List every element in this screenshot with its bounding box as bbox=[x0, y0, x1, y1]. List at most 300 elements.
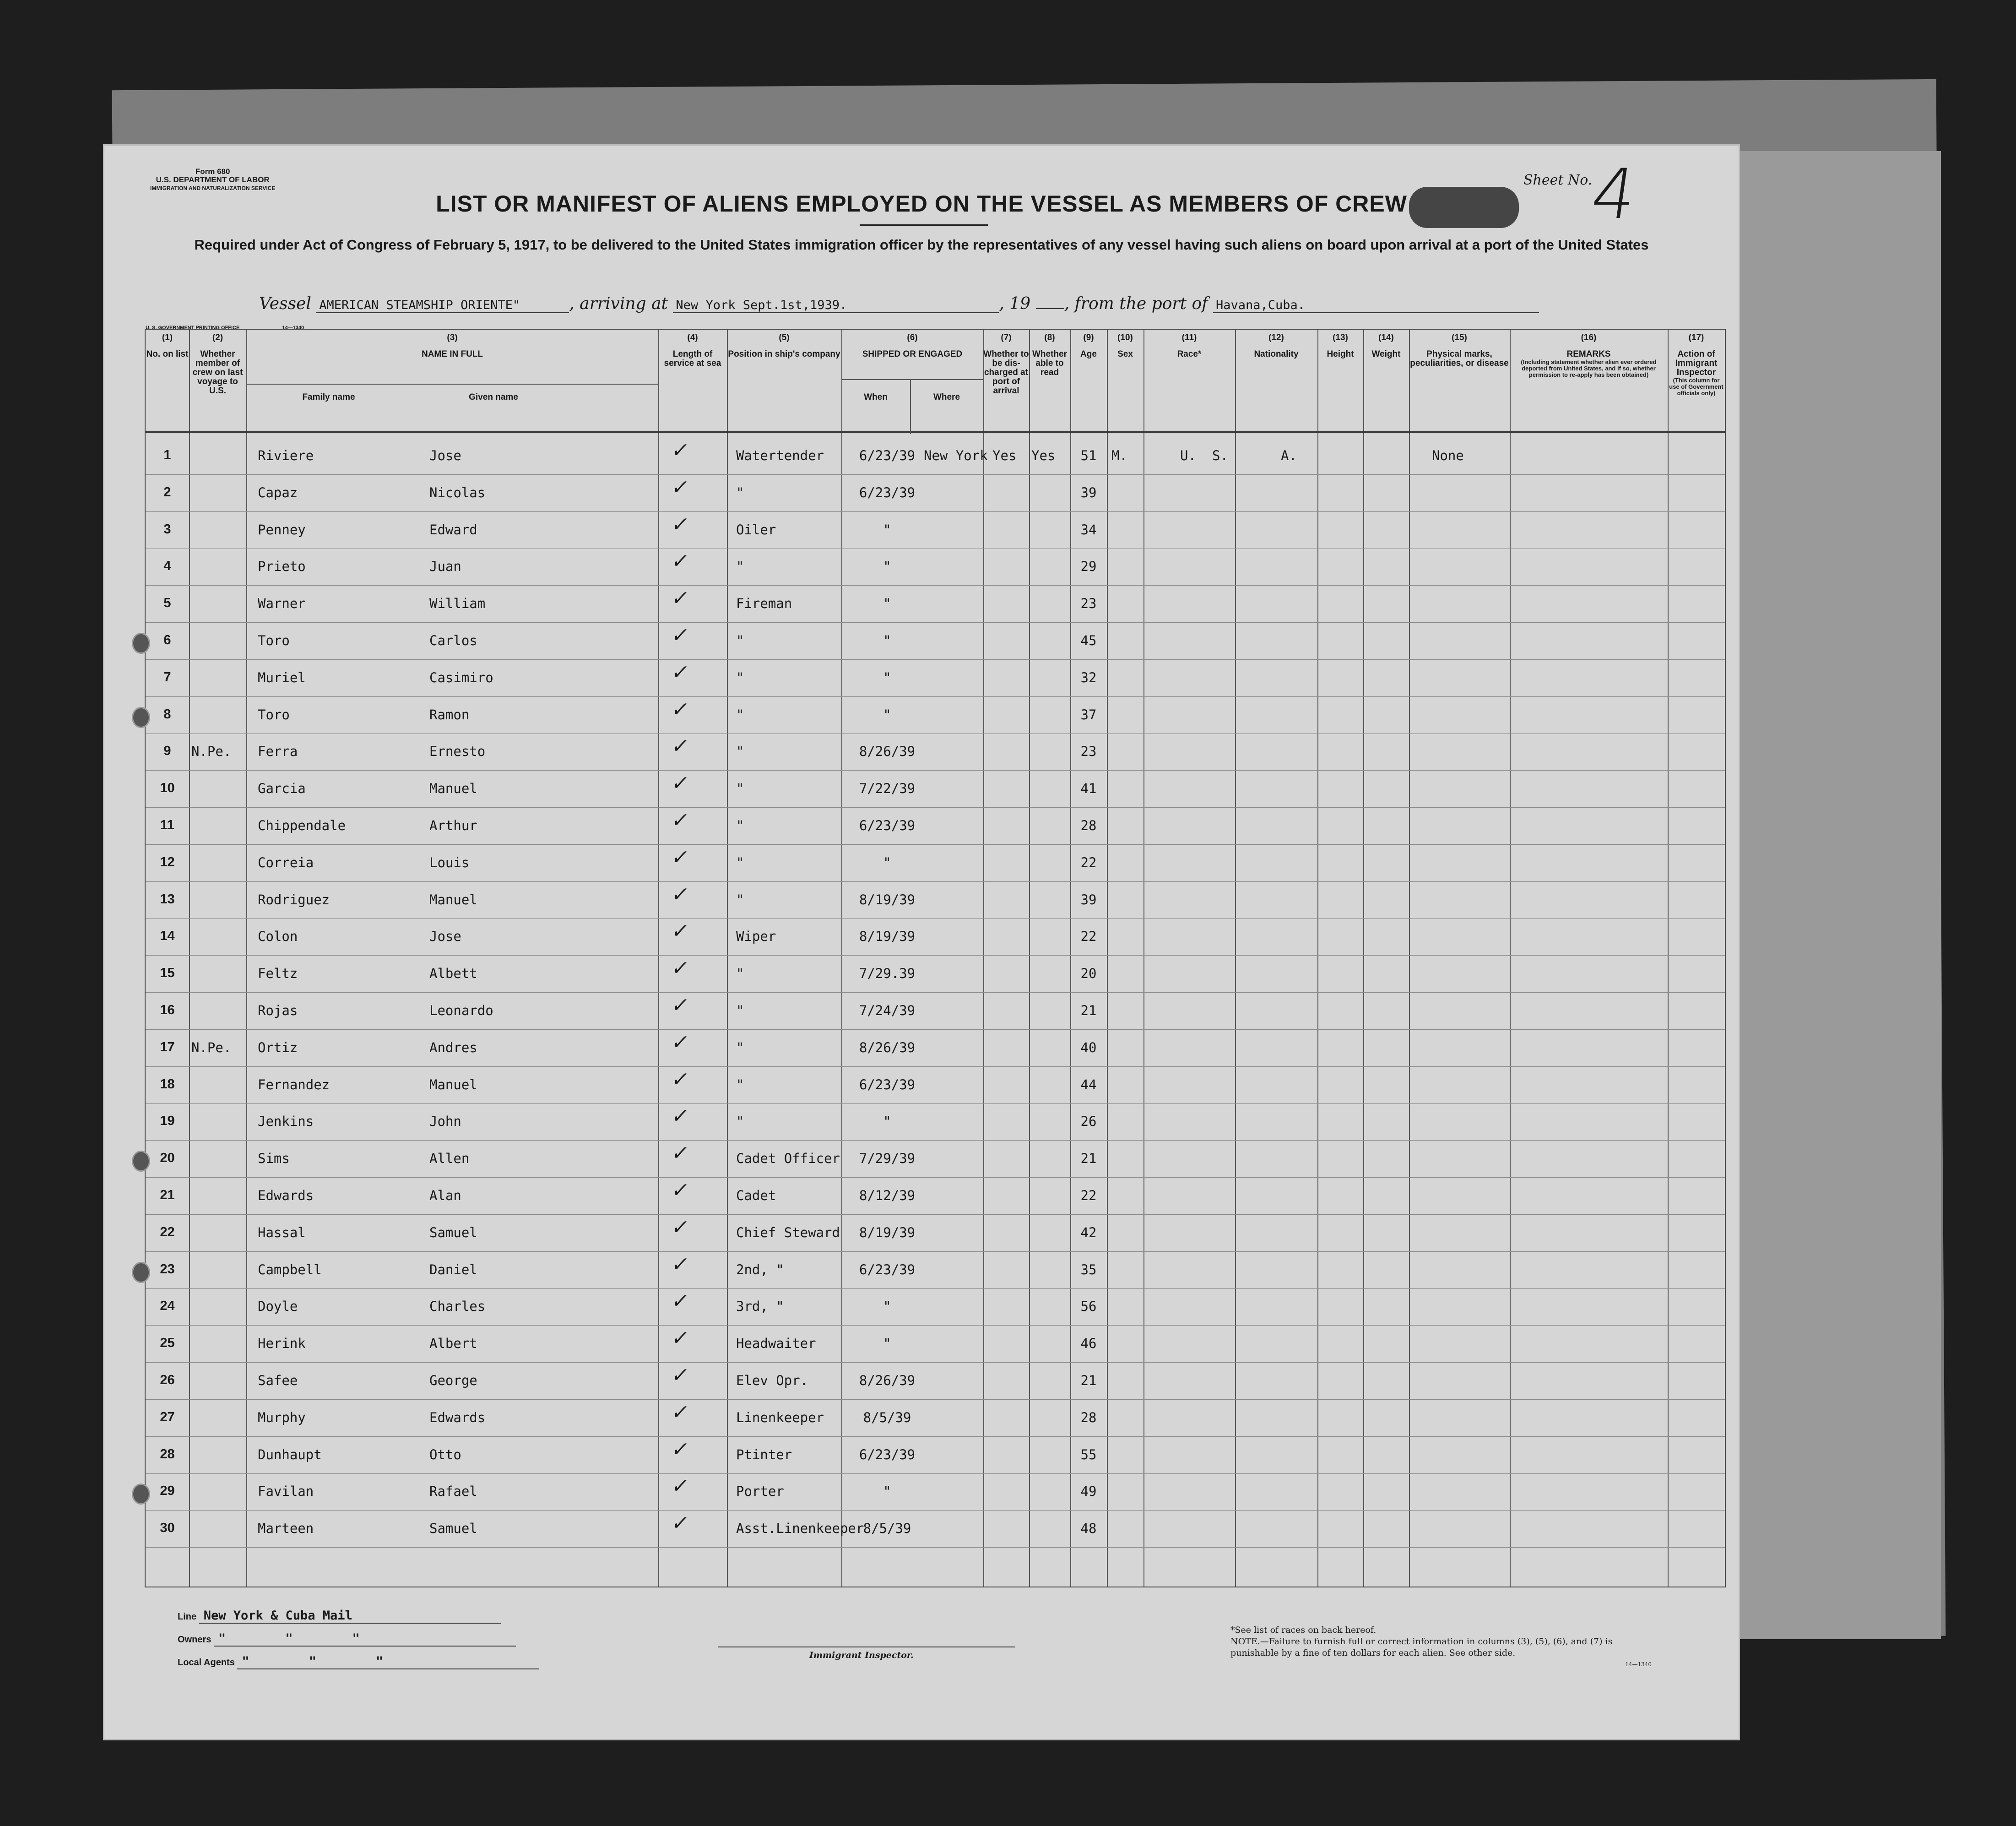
table-row bbox=[146, 1474, 1725, 1520]
cell-no: 22 bbox=[160, 1224, 175, 1239]
cell-chk: ✓ bbox=[670, 1104, 691, 1128]
service: IMMIGRATION AND NATURALIZATION SERVICE bbox=[150, 185, 276, 191]
cell-family: Sims bbox=[258, 1151, 290, 1167]
cell-when: " bbox=[883, 1336, 891, 1352]
table-row bbox=[146, 1215, 1725, 1261]
cell-given: Manuel bbox=[429, 891, 477, 908]
title-rule bbox=[860, 224, 988, 226]
footer-owners bbox=[178, 1631, 516, 1647]
cell-chk: ✓ bbox=[670, 772, 691, 795]
sheet-number: 4 bbox=[1586, 155, 1642, 234]
cell-given: Leonardo bbox=[429, 1003, 493, 1018]
cell-no: 24 bbox=[160, 1299, 175, 1314]
cell-given: Samuel bbox=[429, 1224, 477, 1240]
cell-age: 21 bbox=[1080, 1373, 1097, 1388]
form-number: Form 680 bbox=[195, 167, 230, 176]
cell-pos: " bbox=[736, 781, 744, 797]
footer-agents bbox=[178, 1654, 539, 1669]
header-length-service: (4) Length of service at sea bbox=[664, 333, 721, 368]
cell-family: Ferra bbox=[258, 744, 298, 760]
table-row bbox=[146, 439, 1725, 484]
cell-when: " bbox=[883, 633, 891, 648]
cell-family: Murphy bbox=[258, 1409, 306, 1425]
cell-age: 21 bbox=[1080, 1151, 1097, 1167]
cell-prev: N.Pe. bbox=[191, 744, 232, 760]
table-row bbox=[146, 1141, 1725, 1187]
cell-given: Albert bbox=[429, 1336, 477, 1352]
cell-pos: Wiper bbox=[736, 929, 776, 945]
cell-when: " bbox=[883, 1299, 891, 1315]
agents-value: " " " bbox=[237, 1654, 539, 1669]
cell-given: Louis bbox=[429, 854, 470, 870]
cell-family: Campbell bbox=[258, 1261, 322, 1277]
table-row bbox=[146, 587, 1725, 632]
table-row bbox=[146, 1400, 1725, 1446]
cell-age: 35 bbox=[1080, 1261, 1097, 1277]
cell-age: 20 bbox=[1080, 966, 1097, 982]
cell-age: 49 bbox=[1080, 1484, 1097, 1500]
vessel-name: AMERICAN STEAMSHIP ORIENTE" bbox=[316, 298, 569, 313]
cell-chk: ✓ bbox=[670, 1511, 691, 1535]
cell-pos: Ptinter bbox=[736, 1446, 792, 1462]
cell-family: Ortiz bbox=[258, 1039, 298, 1055]
year-blank bbox=[1036, 308, 1064, 309]
cell-family: Rodriguez bbox=[258, 891, 330, 908]
cell-pos: " bbox=[736, 669, 744, 685]
cell-given: Carlos bbox=[429, 633, 477, 648]
cell-when: 7/29/39 bbox=[859, 1151, 916, 1167]
cell-race: U. bbox=[1180, 448, 1196, 463]
cell-age: 42 bbox=[1080, 1224, 1097, 1240]
cell-when: 6/23/39 bbox=[859, 1446, 916, 1462]
cell-no: 26 bbox=[160, 1373, 175, 1387]
cell-chk: ✓ bbox=[670, 1179, 691, 1202]
cell-family: Toro bbox=[258, 706, 290, 723]
cell-pos: " bbox=[736, 891, 744, 908]
cell-pos: " bbox=[736, 706, 744, 723]
cell-no: 30 bbox=[160, 1521, 175, 1536]
inspector-label: Immigrant Inspector. bbox=[809, 1650, 914, 1660]
cell-family: Toro bbox=[258, 633, 290, 648]
cell-family: Doyle bbox=[258, 1299, 298, 1315]
cell-no: 17 bbox=[160, 1039, 175, 1054]
cell-no: 9 bbox=[163, 744, 171, 759]
header-race: (11) Race* bbox=[1177, 333, 1202, 359]
cell-age: 22 bbox=[1080, 854, 1097, 870]
line-value: New York & Cuba Mail bbox=[199, 1609, 501, 1624]
cell-chk: ✓ bbox=[670, 734, 691, 758]
cell-no: 21 bbox=[160, 1188, 175, 1202]
cell-pos: Fireman bbox=[736, 596, 792, 612]
cell-pos: Asst.Linenkeeper bbox=[736, 1521, 864, 1537]
cell-pos: " bbox=[736, 1039, 744, 1055]
header-sex: (10) Sex bbox=[1117, 333, 1133, 359]
cell-age: 22 bbox=[1080, 929, 1097, 945]
cell-marks: None bbox=[1432, 448, 1464, 463]
cell-pos: " bbox=[736, 1076, 744, 1092]
cell-no: 2 bbox=[163, 484, 171, 500]
cell-where: New York bbox=[924, 448, 988, 463]
header-read: (8) Whether able to read bbox=[1032, 333, 1067, 377]
cell-given: Nicolas bbox=[429, 484, 486, 500]
cell-no: 7 bbox=[163, 669, 171, 685]
cell-chk: ✓ bbox=[670, 549, 691, 573]
form-number-block bbox=[150, 168, 275, 192]
table-row bbox=[146, 1104, 1725, 1150]
punch-hole bbox=[132, 1262, 150, 1283]
table-row bbox=[146, 882, 1725, 929]
cell-age: 39 bbox=[1080, 891, 1097, 908]
table-row bbox=[146, 956, 1725, 1002]
cell-no: 10 bbox=[160, 781, 175, 796]
cell-when: " bbox=[883, 1484, 891, 1500]
cell-chk: ✓ bbox=[670, 1437, 691, 1461]
cell-family: Warner bbox=[258, 596, 306, 612]
cell-when: 8/26/39 bbox=[859, 1373, 916, 1388]
table-row bbox=[146, 624, 1725, 669]
cell-pos: Linenkeeper bbox=[736, 1409, 824, 1425]
races-note: *See list of races on back hereof. bbox=[1230, 1625, 1377, 1635]
cell-chk: ✓ bbox=[670, 809, 691, 832]
cell-no: 12 bbox=[160, 854, 175, 870]
cell-pos: Oiler bbox=[736, 522, 776, 538]
cell-pos: " bbox=[736, 966, 744, 982]
cell-chk: ✓ bbox=[670, 882, 691, 906]
cell-no: 11 bbox=[160, 818, 174, 832]
table-row bbox=[146, 1067, 1725, 1114]
cell-age: 40 bbox=[1080, 1039, 1097, 1055]
cell-chk: ✓ bbox=[670, 1400, 691, 1424]
cell-age: 39 bbox=[1080, 484, 1097, 500]
header-weight: (14) Weight bbox=[1371, 333, 1401, 359]
cell-when: " bbox=[883, 854, 891, 870]
cell-given: Jose bbox=[429, 448, 461, 463]
cell-family: Favilan bbox=[258, 1484, 314, 1500]
header-inspector-action: (17) Action of Immigrant Inspector (This column for use of Government officials only) bbox=[1669, 333, 1723, 397]
cell-when: " bbox=[883, 1114, 891, 1130]
cell-given: Albett bbox=[429, 966, 477, 982]
cell-age: 44 bbox=[1080, 1076, 1097, 1092]
table-row bbox=[146, 475, 1725, 522]
cell-age: 51 bbox=[1080, 448, 1097, 463]
cell-pos: " bbox=[736, 854, 744, 870]
manifest-page bbox=[104, 146, 1739, 1739]
cell-pos: Cadet Officer bbox=[736, 1151, 840, 1167]
cell-no: 15 bbox=[160, 966, 175, 981]
cell-when: " bbox=[883, 669, 891, 685]
cell-age: 55 bbox=[1080, 1446, 1097, 1462]
cell-age: 32 bbox=[1080, 669, 1097, 685]
punch-hole bbox=[132, 633, 150, 654]
cell-no: 5 bbox=[163, 596, 171, 611]
cell-family: Correia bbox=[258, 854, 314, 870]
cell-chk: ✓ bbox=[670, 956, 691, 980]
underlying-page-edge bbox=[1721, 151, 1941, 1639]
footer-code: 14—1340 bbox=[1625, 1661, 1652, 1668]
arriving-port: New York Sept.1st,1939. bbox=[673, 298, 999, 313]
cell-age: 28 bbox=[1080, 1409, 1097, 1425]
table-row bbox=[146, 1437, 1725, 1484]
table-row bbox=[146, 512, 1725, 559]
table-row bbox=[146, 1252, 1725, 1299]
cell-disch: Yes bbox=[992, 448, 1017, 463]
cell-given: William bbox=[429, 596, 486, 612]
cell-when: 8/5/39 bbox=[863, 1521, 911, 1537]
departure-port: Havana,Cuba. bbox=[1213, 298, 1539, 313]
cell-nat: S. bbox=[1212, 448, 1228, 463]
cell-when: 8/19/39 bbox=[859, 1224, 916, 1240]
header-no: (1) No. on list bbox=[146, 333, 189, 359]
footer-line bbox=[178, 1609, 501, 1624]
owners-label: Owners bbox=[178, 1635, 211, 1645]
cell-pos: " bbox=[736, 1114, 744, 1130]
cell-pos: " bbox=[736, 559, 744, 575]
cell-family: Edwards bbox=[258, 1188, 314, 1203]
cell-given: Otto bbox=[429, 1446, 461, 1462]
penalty-note: NOTE.—Failure to furnish full or correct information in columns (3), (5), (6), and (7) is punishable by a fine of ten dollars for each alien. See other side. bbox=[1230, 1636, 1613, 1658]
cell-no: 6 bbox=[163, 633, 171, 647]
cell-given: Edwards bbox=[429, 1409, 486, 1425]
cell-given: Ramon bbox=[429, 706, 470, 723]
vessel-label: Vessel bbox=[259, 294, 311, 313]
cell-given: Manuel bbox=[429, 781, 477, 797]
cell-pos: 2nd, " bbox=[736, 1261, 784, 1277]
cell-pos: Porter bbox=[736, 1484, 784, 1500]
cell-family: Colon bbox=[258, 929, 298, 945]
table-row bbox=[146, 1364, 1725, 1409]
cell-given: Manuel bbox=[429, 1076, 477, 1092]
table-row bbox=[146, 1326, 1725, 1372]
cell-family: Penney bbox=[258, 522, 306, 538]
cell-when: 6/23/39 bbox=[859, 818, 916, 833]
table-row bbox=[146, 697, 1725, 744]
sheet-label: Sheet No. bbox=[1523, 172, 1593, 188]
line-label: Line bbox=[178, 1612, 197, 1622]
cell-family: Fernandez bbox=[258, 1076, 330, 1092]
cell-no: 20 bbox=[160, 1151, 175, 1166]
cell-no: 29 bbox=[160, 1484, 175, 1499]
table-row bbox=[146, 660, 1725, 706]
cell-sex: M. bbox=[1111, 448, 1127, 463]
cell-pos: " bbox=[736, 744, 744, 760]
cell-chk: ✓ bbox=[670, 994, 691, 1017]
gpo-code: 14—1340 bbox=[282, 325, 304, 331]
cell-family: Safee bbox=[258, 1373, 298, 1388]
cell-no: 1 bbox=[163, 448, 171, 462]
cell-family: Muriel bbox=[258, 669, 306, 685]
cell-given: John bbox=[429, 1114, 461, 1130]
cell-chk: ✓ bbox=[670, 1252, 691, 1276]
cell-chk: ✓ bbox=[670, 1326, 691, 1350]
cell-chk: ✓ bbox=[670, 1474, 691, 1498]
cell-when: " bbox=[883, 522, 891, 538]
cell-given: George bbox=[429, 1373, 477, 1388]
cell-no: 27 bbox=[160, 1409, 175, 1424]
crew-table bbox=[145, 329, 1726, 1587]
cell-chk: ✓ bbox=[670, 919, 691, 943]
cell-pos: " bbox=[736, 1003, 744, 1018]
cell-no: 8 bbox=[163, 706, 171, 722]
cell-pos: Watertender bbox=[736, 448, 824, 463]
cell-no: 13 bbox=[160, 891, 175, 907]
cell-when: 6/23/39 bbox=[859, 484, 916, 500]
cell-family: Hassal bbox=[258, 1224, 306, 1240]
cell-when: 6/23/39 bbox=[859, 1076, 916, 1092]
cell-given: Andres bbox=[429, 1039, 477, 1055]
cell-no: 14 bbox=[160, 929, 175, 944]
cell-when: " bbox=[883, 596, 891, 612]
header-remarks: (16) REMARKS (Including statement whether alien ever ordered deported from United States, and if so, whether permission to re-apply has been obtained) bbox=[1521, 333, 1657, 378]
cell-given: Daniel bbox=[429, 1261, 477, 1277]
table-row bbox=[146, 919, 1725, 965]
cell-chk: ✓ bbox=[670, 1141, 691, 1165]
table-row bbox=[146, 549, 1725, 595]
cell-family: Riviere bbox=[258, 448, 314, 463]
cell-chk: ✓ bbox=[670, 660, 691, 684]
cell-no: 16 bbox=[160, 1003, 175, 1017]
header-physical-marks: (15) Physical marks, peculiarities, or disease bbox=[1410, 333, 1509, 368]
cell-family: Herink bbox=[258, 1336, 306, 1352]
gpo-text: U. S. GOVERNMENT PRINTING OFFICE bbox=[146, 325, 240, 331]
table-row bbox=[146, 1179, 1725, 1224]
cell-given: Edward bbox=[429, 522, 477, 538]
cell-given: Samuel bbox=[429, 1521, 477, 1537]
cell-no: 18 bbox=[160, 1076, 175, 1092]
cell-age: 29 bbox=[1080, 559, 1097, 575]
cell-no: 19 bbox=[160, 1114, 175, 1129]
cell-given: Allen bbox=[429, 1151, 470, 1167]
header-age: (9) Age bbox=[1080, 333, 1097, 359]
table-row bbox=[146, 772, 1725, 817]
table-row bbox=[146, 994, 1725, 1039]
header-discharged: (7) Whether to be dis-charged at port of arrival bbox=[983, 333, 1029, 396]
table-row bbox=[146, 1511, 1725, 1557]
cell-chk: ✓ bbox=[670, 587, 691, 610]
cell-family: Chippendale bbox=[258, 818, 346, 833]
punch-hole bbox=[132, 707, 150, 728]
table-row bbox=[146, 809, 1725, 854]
form-subtitle: Required under Act of Congress of February 5, 1917, to be delivered to the United States immigration officer by the representatives of any vessel having such aliens on board upon arrival at a port of the United States bbox=[194, 237, 1649, 253]
cell-age: 45 bbox=[1080, 633, 1097, 648]
cell-family: Jenkins bbox=[258, 1114, 314, 1130]
department: U.S. DEPARTMENT OF LABOR bbox=[156, 175, 270, 184]
cell-prev: N.Pe. bbox=[191, 1039, 232, 1055]
cell-given: Alan bbox=[429, 1188, 461, 1203]
cell-when: 8/26/39 bbox=[859, 744, 916, 760]
from-label: , from the port of bbox=[1064, 294, 1208, 313]
cell-nat2: A. bbox=[1281, 448, 1297, 463]
cell-given: Arthur bbox=[429, 818, 477, 833]
footer-notes bbox=[1230, 1625, 1652, 1670]
cell-age: 21 bbox=[1080, 1003, 1097, 1018]
cell-chk: ✓ bbox=[670, 624, 691, 647]
cell-family: Prieto bbox=[258, 559, 306, 575]
cell-age: 41 bbox=[1080, 781, 1097, 797]
cell-family: Rojas bbox=[258, 1003, 298, 1018]
cell-chk: ✓ bbox=[670, 1364, 691, 1387]
cell-when: " bbox=[883, 559, 891, 575]
cell-no: 3 bbox=[163, 522, 171, 537]
cell-when: 7/29.39 bbox=[859, 966, 916, 982]
cell-pos: 3rd, " bbox=[736, 1299, 784, 1315]
cell-age: 22 bbox=[1080, 1188, 1097, 1203]
owners-value: " " " bbox=[214, 1631, 516, 1647]
cell-age: 26 bbox=[1080, 1114, 1097, 1130]
cell-when: 8/12/39 bbox=[859, 1188, 916, 1203]
cell-age: 37 bbox=[1080, 706, 1097, 723]
cell-no: 4 bbox=[163, 559, 171, 574]
header-previous-voyage: (2) Whether member of crew on last voyage to U.S. bbox=[192, 333, 243, 396]
cell-when: 7/24/39 bbox=[859, 1003, 916, 1018]
cell-age: 34 bbox=[1080, 522, 1097, 538]
cell-read: Yes bbox=[1031, 448, 1056, 463]
cell-when: 8/19/39 bbox=[859, 929, 916, 945]
cell-pos: " bbox=[736, 633, 744, 648]
header-nationality: (12) Nationality bbox=[1254, 333, 1299, 359]
cell-when: 8/5/39 bbox=[863, 1409, 911, 1425]
cell-when: " bbox=[883, 706, 891, 723]
cell-chk: ✓ bbox=[670, 439, 691, 462]
cell-pos: Chief Steward bbox=[736, 1224, 840, 1240]
cell-age: 28 bbox=[1080, 818, 1097, 833]
cell-pos: " bbox=[736, 484, 744, 500]
agents-label: Local Agents bbox=[178, 1658, 235, 1668]
cell-given: Charles bbox=[429, 1299, 486, 1315]
cell-no: 23 bbox=[160, 1261, 175, 1277]
cell-chk: ✓ bbox=[670, 1067, 691, 1091]
header-height: (13) Height bbox=[1327, 333, 1354, 359]
cell-pos: " bbox=[736, 818, 744, 833]
cell-pos: Headwaiter bbox=[736, 1336, 816, 1352]
cell-given: Casimiro bbox=[429, 669, 493, 685]
table-row bbox=[146, 1289, 1725, 1335]
cell-when: 7/22/39 bbox=[859, 781, 916, 797]
header-shipped: (6) SHIPPED OR ENGAGED When Where bbox=[841, 333, 983, 359]
cell-when: 6/23/39 bbox=[859, 1261, 916, 1277]
header-name: (3) NAME IN FULL Family name Given name bbox=[246, 333, 658, 359]
cell-when: 6/23/39 bbox=[859, 448, 916, 463]
cell-when: 8/19/39 bbox=[859, 891, 916, 908]
cell-chk: ✓ bbox=[670, 1215, 691, 1239]
cell-pos: Cadet bbox=[736, 1188, 776, 1203]
cell-when: 8/26/39 bbox=[859, 1039, 916, 1055]
cell-family: Marteen bbox=[258, 1521, 314, 1537]
cell-age: 23 bbox=[1080, 744, 1097, 760]
cell-age: 56 bbox=[1080, 1299, 1097, 1315]
cell-age: 48 bbox=[1080, 1521, 1097, 1537]
table-row bbox=[146, 845, 1725, 891]
year-label: , 19 bbox=[999, 294, 1031, 313]
cell-family: Feltz bbox=[258, 966, 298, 982]
cell-family: Capaz bbox=[258, 484, 298, 500]
cell-chk: ✓ bbox=[670, 697, 691, 721]
form-title: LIST OR MANIFEST OF ALIENS EMPLOYED ON THE VESSEL AS MEMBERS OF CREW bbox=[436, 191, 1407, 217]
cell-family: Dunhaupt bbox=[258, 1446, 322, 1462]
cell-chk: ✓ bbox=[670, 512, 691, 536]
cell-family: Garcia bbox=[258, 781, 306, 797]
arriving-label: , arriving at bbox=[569, 294, 668, 313]
cell-given: Jose bbox=[429, 929, 461, 945]
cell-chk: ✓ bbox=[670, 475, 691, 499]
cell-given: Ernesto bbox=[429, 744, 486, 760]
cell-age: 23 bbox=[1080, 596, 1097, 612]
header-position: (5) Position in ship's company bbox=[728, 333, 840, 359]
cell-no: 25 bbox=[160, 1336, 175, 1351]
cell-age: 46 bbox=[1080, 1336, 1097, 1352]
cell-no: 28 bbox=[160, 1446, 175, 1462]
cell-given: Rafael bbox=[429, 1484, 477, 1500]
punch-hole bbox=[132, 1484, 150, 1505]
